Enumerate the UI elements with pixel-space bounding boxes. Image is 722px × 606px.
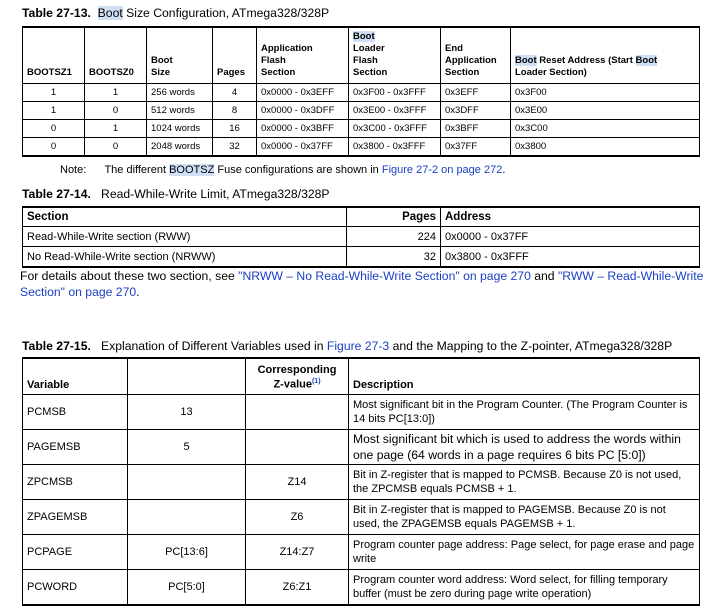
table-note: Note: The different BOOTSZ Fuse configurations are shown in Figure 27-2 on page 272. bbox=[60, 164, 506, 176]
cell: 0x3C00 bbox=[511, 120, 700, 138]
cell: 0x3800 bbox=[511, 138, 700, 157]
cell: PAGEMSB bbox=[23, 430, 128, 465]
cell: 0x3E00 bbox=[511, 102, 700, 120]
cell bbox=[128, 465, 246, 500]
cell: 0x3800 - 0x3FFF bbox=[441, 247, 700, 268]
cell: 1 bbox=[85, 84, 147, 102]
table-row bbox=[23, 535, 700, 570]
cell: 0x0000 - 0x3EFF bbox=[257, 84, 349, 102]
header-z-value: Corresponding Z-value$^{(1)}$ bbox=[246, 358, 349, 395]
cell: PCMSB bbox=[23, 395, 128, 430]
header-pages: Pages bbox=[347, 207, 441, 227]
cell: Program counter word address: Word select, for filling temporary buffer (must be zero during page write operation) bbox=[349, 570, 700, 606]
cell: 0x3EFF bbox=[441, 84, 511, 102]
table-27-14-caption bbox=[22, 187, 330, 201]
header-boot-loader-flash: Boot Loader Flash Section bbox=[349, 27, 441, 84]
table-row bbox=[23, 84, 700, 102]
cell: 32 bbox=[347, 247, 441, 268]
header-bootsz1: BOOTSZ1 bbox=[23, 27, 85, 84]
table-row bbox=[23, 120, 700, 138]
header-pages: Pages bbox=[213, 27, 257, 84]
cell: 0 bbox=[23, 138, 85, 157]
cell: 0x3F00 - 0x3FFF bbox=[349, 84, 441, 102]
cell: 0x3BFF bbox=[441, 120, 511, 138]
cell: 8 bbox=[213, 102, 257, 120]
header-variable: Variable bbox=[23, 358, 128, 395]
table-row bbox=[23, 395, 700, 430]
cell: ZPAGEMSB bbox=[23, 500, 128, 535]
cell bbox=[246, 430, 349, 465]
cell: 4 bbox=[213, 84, 257, 102]
cell: 1024 words bbox=[147, 120, 213, 138]
figure-27-2-link[interactable]: Figure 27-2 on page 272 bbox=[381, 164, 503, 176]
cell: 16 bbox=[213, 120, 257, 138]
header-blank bbox=[128, 358, 246, 395]
header-end-application: End Application Section bbox=[441, 27, 511, 84]
header-address: Address bbox=[441, 207, 700, 227]
cell: 0x3DFF bbox=[441, 102, 511, 120]
cell: ZPCMSB bbox=[23, 465, 128, 500]
cell: 0 bbox=[23, 120, 85, 138]
table-27-13-caption bbox=[22, 6, 329, 20]
cell: PC[5:0] bbox=[128, 570, 246, 606]
cell bbox=[246, 395, 349, 430]
cell: 0x0000 - 0x37FF bbox=[441, 227, 700, 247]
cell: Z14 bbox=[246, 465, 349, 500]
cell: 0x0000 - 0x3BFF bbox=[257, 120, 349, 138]
rww-section-link[interactable]: "RWW – Read-While-Write Section" on page 270 bbox=[20, 269, 704, 299]
cell: Read-While-Write section (RWW) bbox=[23, 227, 347, 247]
cell bbox=[128, 500, 246, 535]
nrww-section-link[interactable]: "NRWW – No Read-While-Write Section" on page 270 bbox=[238, 269, 531, 283]
cell: Z6 bbox=[246, 500, 349, 535]
details-paragraph: For details about these two section, see "NRWW – No Read-While-Write Section" on page 270 and "RWW – Read-While-Write Section" on page 270. bbox=[20, 269, 704, 299]
cell: 0x3800 - 0x3FFF bbox=[349, 138, 441, 157]
cell: 224 bbox=[347, 227, 441, 247]
cell: 0x0000 - 0x3DFF bbox=[257, 102, 349, 120]
header-boot-reset-address: Boot Reset Address (Start Boot Loader Section) bbox=[511, 27, 700, 84]
rww-limit-table bbox=[22, 206, 700, 268]
cell: PCPAGE bbox=[23, 535, 128, 570]
cell: 0x3C00 - 0x3FFF bbox=[349, 120, 441, 138]
cell: PC[13:6] bbox=[128, 535, 246, 570]
cell: Most significant bit in the Program Counter. (The Program Counter is 14 bits PC[13:0]) bbox=[349, 395, 700, 430]
table-row bbox=[23, 138, 700, 157]
cell: 0x0000 - 0x37FF bbox=[257, 138, 349, 157]
caption-number: Table 27-15. bbox=[22, 339, 91, 353]
z-pointer-variables-table bbox=[22, 357, 700, 606]
cell: Z14:Z7 bbox=[246, 535, 349, 570]
header-application-flash: Application Flash Section bbox=[257, 27, 349, 84]
header-bootsz0: BOOTSZ0 bbox=[85, 27, 147, 84]
cell: PCWORD bbox=[23, 570, 128, 606]
caption-highlight: Boot bbox=[97, 6, 123, 20]
cell: 0 bbox=[85, 138, 147, 157]
cell: Bit in Z-register that is mapped to PAGEMSB. Because Z0 is not used, the ZPAGEMSB equals PAGEMSB + 1. bbox=[349, 500, 700, 535]
header-boot-size: Boot Size bbox=[147, 27, 213, 84]
table-row bbox=[23, 247, 700, 268]
cell: 0 bbox=[85, 102, 147, 120]
cell: 2048 words bbox=[147, 138, 213, 157]
figure-27-3-link[interactable]: Figure 27-3 bbox=[326, 339, 390, 353]
table-row bbox=[23, 227, 700, 247]
header-description: Description bbox=[349, 358, 700, 395]
cell: 1 bbox=[85, 120, 147, 138]
table-27-15-caption: Table 27-15. Explanation of Different Variables used in Figure 27-3 and the Mapping to the Z-pointer, ATmega328/328P bbox=[22, 339, 673, 353]
table-row bbox=[23, 102, 700, 120]
cell: 0x3E00 - 0x3FFF bbox=[349, 102, 441, 120]
table-row bbox=[23, 430, 700, 465]
caption-text: Size Configuration, ATmega328/328P bbox=[122, 6, 330, 20]
cell: 13 bbox=[128, 395, 246, 430]
cell: 0x3F00 bbox=[511, 84, 700, 102]
caption-number: Table 27-13. bbox=[22, 6, 91, 20]
cell: Most significant bit which is used to address the words within one page (64 words in a page requires 6 bits PC [5:0]) bbox=[349, 430, 700, 465]
cell: 256 words bbox=[147, 84, 213, 102]
caption-number: Table 27-14. bbox=[22, 187, 91, 201]
cell: 5 bbox=[128, 430, 246, 465]
boot-size-table bbox=[22, 26, 700, 157]
cell: 0x37FF bbox=[441, 138, 511, 157]
cell: Program counter page address: Page select, for page erase and page write bbox=[349, 535, 700, 570]
table-row bbox=[23, 465, 700, 500]
cell: 1 bbox=[23, 84, 85, 102]
cell: 1 bbox=[23, 102, 85, 120]
caption-text: Read-While-Write Limit, ATmega328/328P bbox=[101, 187, 330, 201]
header-section: Section bbox=[23, 207, 347, 227]
cell: No Read-While-Write section (NRWW) bbox=[23, 247, 347, 268]
table-row bbox=[23, 500, 700, 535]
cell: 32 bbox=[213, 138, 257, 157]
cell: Z6:Z1 bbox=[246, 570, 349, 606]
cell: Bit in Z-register that is mapped to PCMSB. Because Z0 is not used, the ZPCMSB equals PCMSB + 1. bbox=[349, 465, 700, 500]
cell: 512 words bbox=[147, 102, 213, 120]
